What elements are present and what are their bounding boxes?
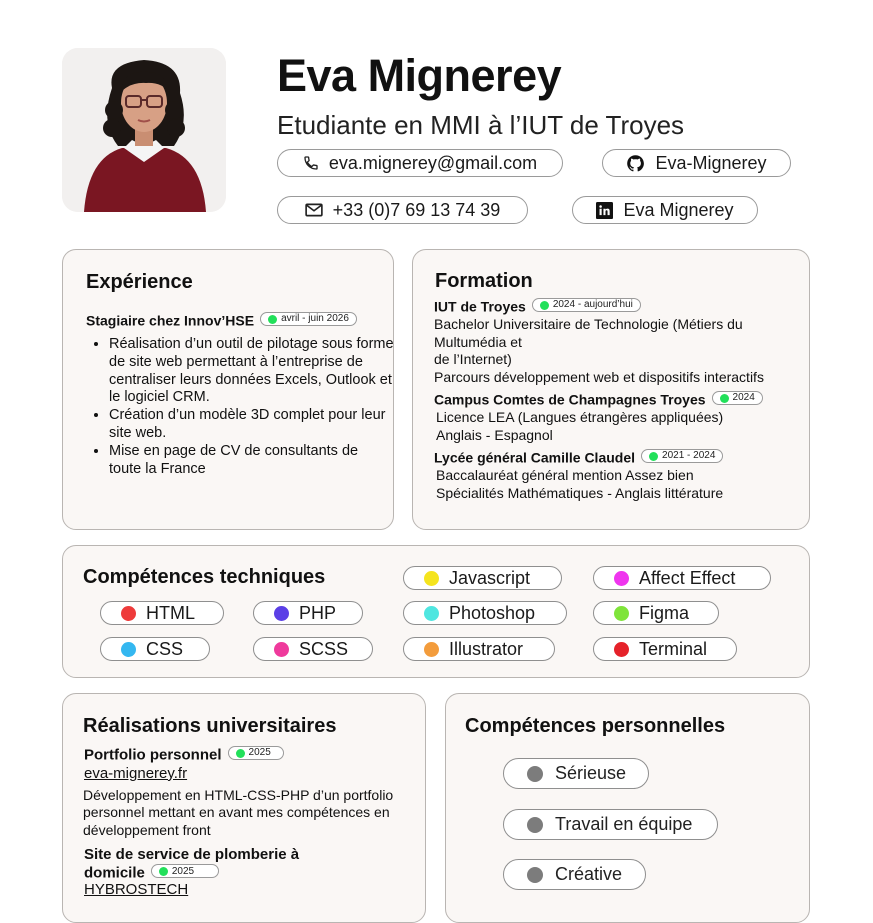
skill-tag <box>100 637 210 661</box>
soft-skill-tag <box>503 758 649 789</box>
soft-skill-label: Travail en équipe <box>555 814 693 834</box>
date-badge <box>641 449 723 463</box>
status-dot <box>268 315 277 324</box>
skill-tag <box>100 601 224 625</box>
list-item: • Création d’un modèle 3D complet pour leur site web. <box>109 407 394 443</box>
status-dot <box>649 452 658 461</box>
project-description: Développement en HTML-CSS-PHP d’un portfolio personnel mettant en avant mes compétences en développement front <box>83 786 394 838</box>
formation-line: Bachelor Universitaire de Technologie (Métiers du Multumédia et <box>434 316 743 350</box>
school-name: Lycée général Camille Claudel <box>434 449 636 466</box>
bullet-dot <box>527 817 543 833</box>
project-title: Site de service de plomberie à <box>84 846 300 863</box>
skill-tag <box>403 601 567 625</box>
color-dot <box>424 642 439 657</box>
skill-label: Javascript <box>449 567 531 588</box>
profile-photo <box>62 48 226 212</box>
list-item: • Mise en page de CV de consultants de toute la France <box>109 443 394 479</box>
page-title: Eva Mignerey <box>277 50 562 101</box>
experience-card <box>62 249 394 530</box>
formation-entry-header <box>434 391 806 409</box>
formation-line: de l’Internet) <box>434 351 512 367</box>
soft-skill-tag <box>503 809 718 840</box>
skill-tag <box>253 637 373 661</box>
skill-tag <box>593 601 719 625</box>
formation-line: Baccalauréat général mention Assez bien <box>436 467 694 483</box>
linkedin-link[interactable] <box>572 196 758 224</box>
formation-title: Formation <box>435 270 533 292</box>
job-title: Stagiaire chez Innov’HSE <box>86 312 255 329</box>
linkedin-text: Eva Mignerey <box>623 199 734 220</box>
skill-tag <box>253 601 363 625</box>
skill-tag <box>593 637 737 661</box>
bullet-dot <box>527 766 543 782</box>
date-badge <box>532 298 641 312</box>
color-dot <box>614 571 629 586</box>
page-subtitle: Etudiante en MMI à l’IUT de Troyes <box>277 110 685 140</box>
project-header <box>84 864 404 882</box>
date-badge <box>260 312 357 326</box>
date-badge <box>228 746 284 760</box>
list-item: • Réalisation d’un outil de pilotage sous forme de site web permettant à l’entreprise de centraliser leurs données Excels, Outlook et le logiciel CRM. <box>109 336 394 407</box>
phone-icon <box>303 155 319 171</box>
project-date: 2025 <box>171 865 195 877</box>
formation-line: Anglais - Espagnol <box>436 426 553 443</box>
projects-list <box>84 746 404 898</box>
github-icon <box>626 154 645 173</box>
color-dot <box>614 642 629 657</box>
skill-label: Figma <box>639 602 690 623</box>
skill-label: Photoshop <box>449 602 536 623</box>
project-title: domicile <box>84 864 145 882</box>
skill-tag <box>403 566 562 590</box>
status-dot <box>720 394 729 403</box>
date-badge <box>151 864 219 878</box>
school-date: 2024 - aujourd’hui <box>552 299 633 311</box>
phone-link[interactable] <box>277 196 528 224</box>
formation-line: Licence LEA (Langues étrangères appliquées) <box>436 409 724 425</box>
phone-text: +33 (0)7 69 13 74 39 <box>332 199 501 220</box>
skill-label: Affect Effect <box>639 567 736 588</box>
color-dot <box>274 606 289 621</box>
skill-label: SCSS <box>299 638 349 659</box>
school-name: Campus Comtes de Champagnes Troyes <box>434 391 706 408</box>
status-dot <box>236 749 245 758</box>
formation-entry-header <box>434 298 806 316</box>
skill-tag <box>593 566 771 590</box>
projects-card <box>62 693 426 923</box>
experience-title: Expérience <box>86 271 193 293</box>
color-dot <box>121 642 136 657</box>
skill-label: PHP <box>299 602 337 623</box>
status-dot <box>540 301 549 310</box>
formation-list <box>434 298 806 502</box>
project-link[interactable]: HYBROSTECH <box>84 880 189 898</box>
date-badge <box>712 391 763 405</box>
formation-line: Spécialités Mathématiques - Anglais littérature <box>436 484 724 501</box>
github-link[interactable] <box>602 149 791 177</box>
formation-entry-header <box>434 449 806 467</box>
skill-label: Illustrator <box>449 638 524 659</box>
color-dot <box>121 606 136 621</box>
experience-bullets <box>87 336 394 478</box>
skills-title: Compétences techniques <box>83 566 326 588</box>
skill-label: HTML <box>146 602 195 623</box>
school-date: 2021 - 2024 <box>662 450 716 462</box>
email-link[interactable] <box>277 149 563 177</box>
project-header <box>84 746 404 765</box>
skill-tag <box>403 637 555 661</box>
soft-skill-tag <box>503 859 646 890</box>
color-dot <box>614 606 629 621</box>
linkedin-icon <box>596 202 613 219</box>
school-name: IUT de Troyes <box>434 298 526 315</box>
color-dot <box>424 571 439 586</box>
soft-skill-label: Créative <box>555 864 623 884</box>
github-text: Eva-Mignerey <box>655 152 767 173</box>
color-dot <box>274 642 289 657</box>
bullet-dot <box>527 867 543 883</box>
mail-icon <box>305 203 323 217</box>
email-text: eva.mignerey@gmail.com <box>328 152 538 173</box>
projects-title: Réalisations universitaires <box>83 715 337 737</box>
project-date: 2025 <box>248 747 271 758</box>
soft-skill-label: Sérieuse <box>555 763 627 783</box>
status-dot <box>159 867 168 876</box>
soft-skills-title: Compétences personnelles <box>465 715 726 737</box>
school-date: 2024 <box>732 392 755 404</box>
color-dot <box>424 606 439 621</box>
job-title-row <box>86 312 357 330</box>
project-title: Portfolio personnel <box>84 746 222 764</box>
formation-card <box>412 249 810 530</box>
project-link[interactable]: eva-mignerey.fr <box>84 764 188 782</box>
job-date: avril - juin 2026 <box>281 313 349 325</box>
formation-line: Parcours développement web et dispositifs interactifs <box>434 368 764 385</box>
skill-label: Terminal <box>639 638 708 659</box>
skill-label: CSS <box>146 638 184 659</box>
